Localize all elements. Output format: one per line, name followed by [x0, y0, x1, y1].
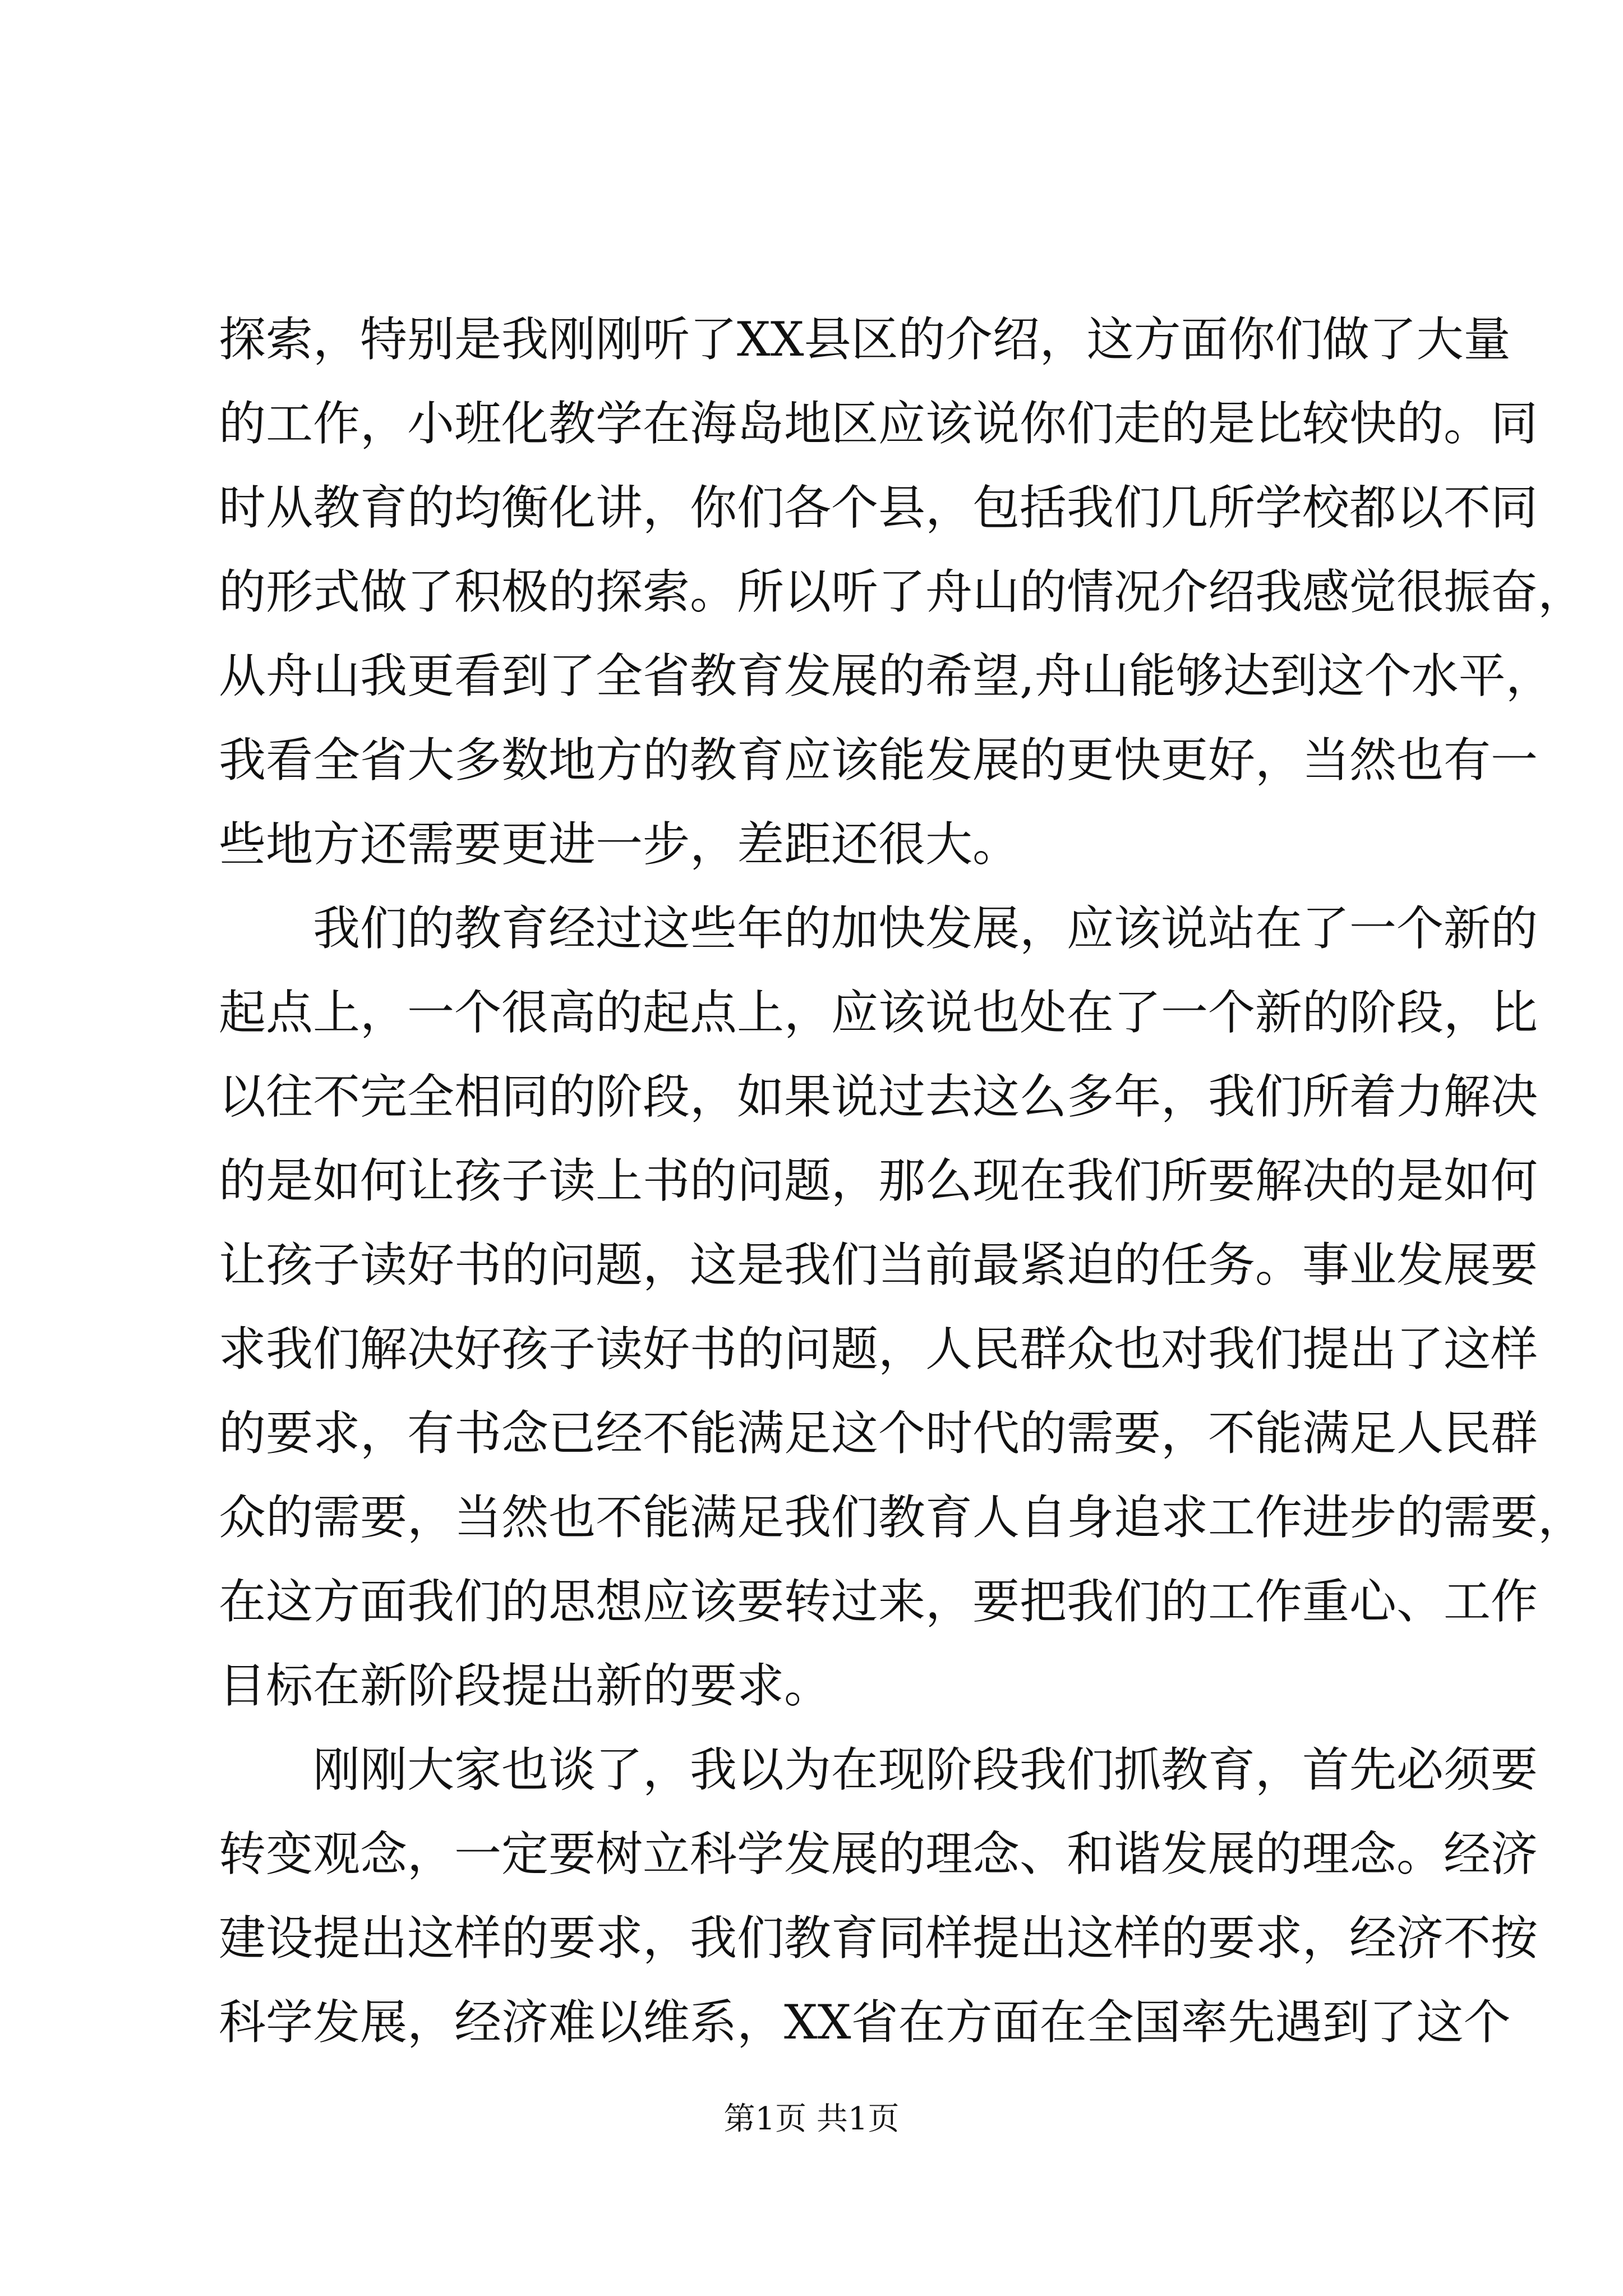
text-line: 的是如何让孩子读上书的问题，那么现在我们所要解决的是如何	[219, 1153, 1538, 1208]
text-line: 科学发展，经济难以维系，XX省在方面在全国率先遇到了这个	[219, 1995, 1511, 2050]
paragraph-first-line: 刚刚大家也谈了，我以为在现阶段我们抓教育，首先必须要	[313, 1742, 1538, 1797]
text-line: 的工作，小班化教学在海岛地区应该说你们走的是比较快的。同	[219, 396, 1538, 451]
text-line: 众的需要，当然也不能满足我们教育人自身追求工作进步的需要，	[219, 1490, 1585, 1545]
text-line: 的形式做了积极的探索。所以听了舟山的情况介绍我感觉很振奋，	[219, 564, 1585, 619]
text-line: 起点上，一个很高的起点上，应该说也处在了一个新的阶段，比	[219, 985, 1538, 1040]
text-line: 探索，特别是我刚刚听了XX县区的介绍，这方面你们做了大量	[219, 312, 1511, 367]
text-line: 以往不完全相同的阶段，如果说过去这么多年，我们所着力解决	[219, 1069, 1538, 1124]
page-number-label: 第1页 共1页	[723, 2101, 900, 2137]
text-line: 建设提出这样的要求，我们教育同样提出这样的要求，经济不按	[219, 1911, 1538, 1966]
text-line: 我看全省大多数地方的教育应该能发展的更快更好，当然也有一	[219, 733, 1538, 788]
text-line: 的要求，有书念已经不能满足这个时代的需要，不能满足人民群	[219, 1406, 1538, 1461]
text-line: 求我们解决好孩子读好书的问题，人民群众也对我们提出了这样	[219, 1322, 1538, 1377]
text-line: 目标在新阶段提出新的要求。	[219, 1658, 832, 1713]
text-line: 让孩子读好书的问题，这是我们当前最紧迫的任务。事业发展要	[219, 1237, 1538, 1292]
text-line: 从舟山我更看到了全省教育发展的希望,舟山能够达到这个水平，	[219, 648, 1553, 703]
text-line: 转变观念，一定要树立科学发展的理念、和谐发展的理念。经济	[219, 1826, 1538, 1881]
text-line: 在这方面我们的思想应该要转过来，要把我们的工作重心、工作	[219, 1574, 1538, 1629]
text-line: 时从教育的均衡化讲，你们各个县，包括我们几所学校都以不同	[219, 480, 1538, 535]
page-footer	[0, 2097, 1623, 2142]
paragraph-first-line: 我们的教育经过这些年的加快发展，应该说站在了一个新的	[313, 901, 1538, 956]
document-body	[219, 297, 1585, 2064]
text-line: 些地方还需要更进一步，差距还很大。	[219, 817, 1020, 872]
